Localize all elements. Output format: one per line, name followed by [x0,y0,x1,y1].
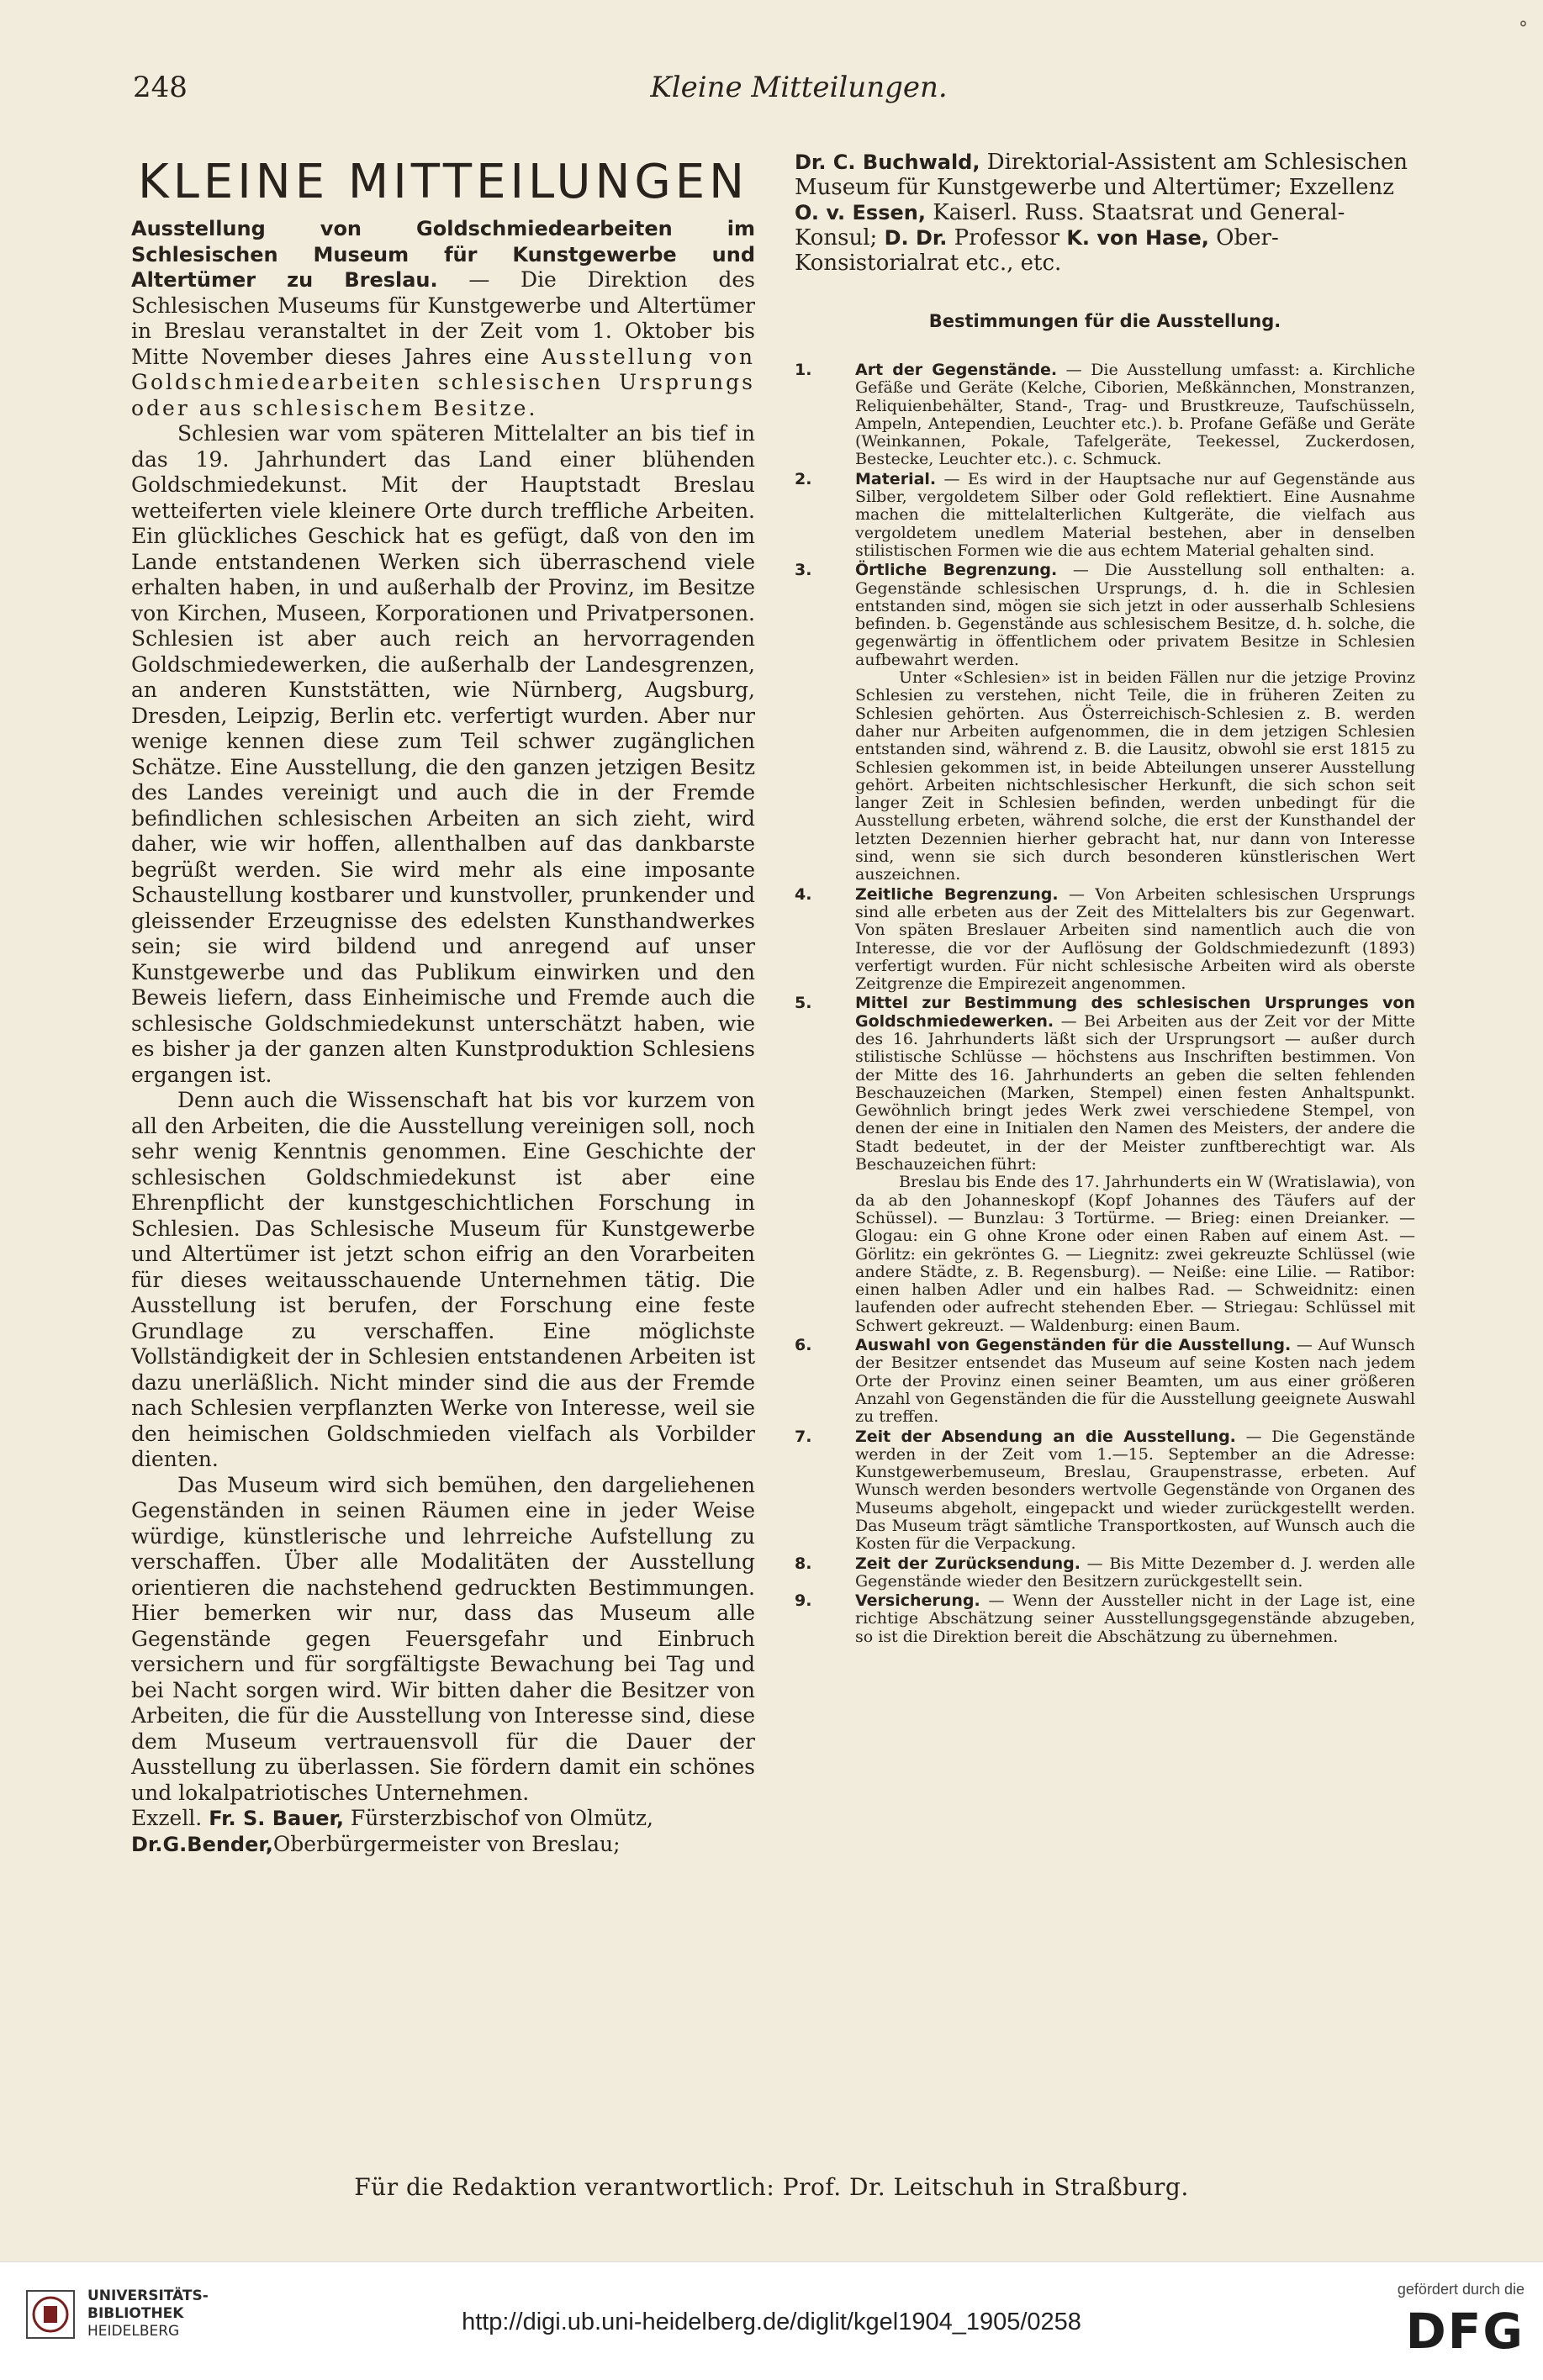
library-line-2: BIBLIOTHEK [87,2305,184,2322]
signatory-text: Kaiserl. Russ. Staatsrat und General-Konsul; [795,200,1345,251]
rule-title: Material. [855,469,937,488]
rule-item [795,886,1415,994]
rule-title: Örtliche Begrenzung. [855,561,1058,580]
dfg-logo: DFG [1405,2303,1525,2360]
rule-title: Auswahl von Gegenständen für die Ausstellung. [855,1336,1292,1355]
signatory-title-bender: Oberbürgermeister von Breslau; [272,1831,621,1856]
rule-item [795,1428,1415,1554]
rule-text: — Es wird in der Hauptsache nur auf Gegenstände aus Silber, vergoldetem Silber oder Gold reflektiert. Eine Ausnahme machen die mittelalterlichen Kultgeräte, die vielfach aus vergoldetem unedlem Material bestehen, aber in denselben stilistischen Formen wie die aus echtem Material gehalten sind. [855,469,1415,560]
rule-item [795,361,1415,469]
intro-text: — Die Direktion des Schlesischen Museums für Kunstgewerbe und Altertümer in Breslau veranstaltet in der Zeit vom 1. Oktober bis Mitte November dieses Jahres eine [131,267,755,369]
rule-title: Mittel zur Bestimmung des schlesischen Ursprunges von Goldschmiedewerken. [855,994,1415,1031]
intro-paragraph [131,216,755,421]
corner-mark: ° [1519,18,1528,40]
rule-number: 7. [795,1427,812,1446]
signatories-line-1 [131,1806,755,1832]
rule-item [795,562,1415,884]
rule-title: Zeit der Absendung an die Ausstellung. [855,1427,1236,1446]
rule-text: — Auf Wunsch der Besitzer entsendet das Museum auf seine Kosten nach jedem Orte der Provinz einen seiner Beamten, um aus einer größeren Anzahl von Gegenständen die für die Ausstellung geeignete Auswahl zu treffen. [855,1336,1415,1427]
editor-credit: Für die Redaktion verantwortlich: Prof. Dr. Leitschuh in Straßburg. [354,2173,1189,2201]
rule-number: 3. [795,561,812,580]
paragraph-2: Schlesien war vom späteren Mittelalter an bis tief in das 19. Jahrhundert das Land einer blühenden Goldschmiedekunst. Mit der Hauptstadt Breslau wetteiferten viele kleinere Orte durch treffliche Arbeiten. Ein glückliches Geschick hat es gefügt, daß von den im Lande entstandenen Werken sich überraschend viele erhalten haben, in und außerhalb der Provinz, im Besitze von Kirchen, Museen, Korporationen und Privatpersonen. Schlesien ist aber auch reich an hervorragenden Goldschmiedewerken, die außerhalb der Landesgrenzen, an anderen Kunststätten, wie Nürnberg, Augsburg, Dresden, Leipzig, Berlin etc. verfertigt wurden. Aber nur wenige kennen diese zum Teil schwer zugänglichen Schätze. Eine Ausstellung, die den ganzen jetzigen Besitz des Landes vereinigt und auch die in der Fremde befindlichen schlesischen Arbeiten an sich zieht, wird daher, wie wir hoffen, allenthalben auf das dankbarste begrüßt werden. Sie wird mehr als eine imposante Schaustellung kostbarer und kunstvoller, prunkender und gleissender Erzeugnisse des edelsten Kunsthandwerkes sein; sie wird bildend und anregend auf unser Kunstgewerbe und das Publikum einwirken und den Beweis liefern, dass Einheimische und Fremde auch die schlesische Goldschmiedekunst unterschätzt haben, wie es bisher ja der ganzen alten Kunstproduktion Schlesiens ergangen ist. [131,421,755,1087]
left-column [131,155,755,1857]
page-number: 248 [133,71,188,104]
rule-text-continued: Unter «Schlesien» ist in beiden Fällen nur die jetzige Provinz Schlesien zu verstehen, nicht Teile, die in früheren Zeiten zu Schlesien gehörten. Aus Österreichisch-Schlesien z. B. werden daher nur Arbeiten aufgenommen, die in dem jetzigen Schlesien entstanden sind, während z. B. die Lausitz, obwohl sie erst 1815 zu Schlesien gekommen ist, in beide Abteilungen unserer Ausstellung gehört. Arbeiten nichtschlesischer Herkunft, die sich schon seit langer Zeit in Schlesien befinden, werden unbedingt für die Ausstellung erbeten, während solche, die erst der Kunsthandel der letzten Dezennien hierher gebracht hat, nur dann von Interesse sind, wenn sie sich durch besonderen künstlerischen Wert auszeichnen. [855,668,1415,884]
signatories-line-2 [131,1832,755,1858]
rule-text: — Wenn der Aussteller nicht in der Lage ist, eine richtige Abschätzung seiner Ausstellungsgegenstände abzugeben, so ist die Direktion bereit die Abschätzung zu übernehmen. [855,1591,1415,1646]
rule-title: Zeit der Zurücksendung. [855,1554,1081,1573]
rule-text-continued: Breslau bis Ende des 17. Jahrhunderts ein W (Wratislawia), von da ab den Johanneskopf (Kopf Johannes des Täufers auf der Schüssel). — Bunzlau: 3 Tortürme. — Brieg: einen Dreianker. — Glogau: ein G ohne Krone oder einen Raben auf einem Ast. — Görlitz: ein gekröntes G. — Liegnitz: zwei gekreuzte Schlüssel (wie andere Städte, z. B. Regensburg). — Neiße: eine Lilie. — Ratibor: einen halben Adler und ein halbes Rad. — Schweidnitz: einen laufenden oder aufrecht stehenden Eber. — Striegau: Schlüssel mit Schwert gekreuzt. — Waldenburg: einen Baum. [855,1173,1415,1335]
signatories-continued [795,150,1415,276]
paragraph-4: Das Museum wird sich bemühen, den dargeliehenen Gegenständen in seinen Räumen eine in jeder Weise würdige, künstlerische und lehrreiche Aufstellung zu verschaffen. Über alle Modalitäten der Ausstellung orientieren die nachstehend gedruckten Bestimmungen. Hier bemerken wir nur, dass das Museum alle Gegenstände gegen Feuersgefahr und Einbruch versichern und für sorgfältigste Bewachung bei Tag und bei Nacht sorgen wird. Wir bitten daher die Besitzer von Arbeiten, die für die Ausstellung von Interesse sind, diese dem Museum vertrauensvoll für die Dauer der Ausstellung zu überlassen. Sie fördern damit ein schönes und lokalpatriotisches Unternehmen. [131,1472,755,1805]
rules-list [795,361,1415,1646]
signatory-prefix: Exzell. [131,1806,209,1830]
library-line-3: HEIDELBERG [87,2323,180,2340]
rule-text: — Die Ausstellung umfasst: a. Kirchliche Gefäße und Geräte (Kelche, Ciborien, Meßkännchen, Monstranzen, Reliquienbehälter, Stand-, Trag- und Brustkreuze, Taufschüsseln, Ampeln, Antependien, Leuchter etc.). b. Profane Gefäße und Geräte (Weinkannen, Pokale, Tafelgeräte, Teekessel, Zuckerdosen, Bestecke, Leuchter etc.). c. Schmuck. [855,361,1415,469]
digitization-bar [0,2261,1543,2380]
signatory-name-bender: Dr.G.Bender, [131,1832,273,1856]
signatory-text: Direktorial-Assistent am Schlesischen Museum für Kunstgewerbe und Altertümer; Exzellenz [795,150,1408,200]
rule-number: 5. [795,994,812,1013]
intro-bold-lead: Ausstellung von Goldschmiedearbeiten im Schlesischen Museum für Kunstgewerbe und Altertümer zu Breslau. [131,217,755,292]
paragraph-3: Denn auch die Wissenschaft hat bis vor kurzem von all den Arbeiten, die die Ausstellung vereinigen soll, noch sehr wenig Kenntnis genommen. Eine Geschichte der schlesischen Goldschmiedekunst ist aber eine Ehrenpflicht der kunstgeschichtlichen Forschung in Schlesien. Das Schlesische Museum für Kunstgewerbe und Altertümer ist jetzt schon eifrig an den Vorarbeiten für dieses weitausschauende Unternehmen tätig. Die Ausstellung ist berufen, der Forschung eine feste Grundlage zu verschaffen. Eine möglichste Vollständigkeit der in Schlesien entstandenen Arbeiten ist dazu unerläßlich. Nicht minder sind die aus der Fremde nach Schlesien verpflanzten Werke von Interesse, weil sie den heimischen Goldschmieden vielfach als Vorbilder dienten. [131,1088,755,1471]
rule-number: 9. [795,1591,812,1611]
rule-text: — Bei Arbeiten aus der Zeit vor der Mitte des 16. Jahrhunderts läßt sich der Ursprungsort — außer durch stilistische Schlüsse — höchstens aus Inschriften bestimmen. Von der Mitte des 16. Jahrhunderts an geben die selten fehlenden Beschauzeichen (Marken, Stempel) einen festen Anhaltspunkt. Gewöhnlich bringt jedes Werk zwei verschiedene Stempel, von denen der eine in Initialen den Namen des Meisters, der andere die Stadt bedeutet, in der der Meister zunftberechtigt war. Als Beschauzeichen führt: [855,1011,1415,1174]
signatory-name-dr: D. Dr. [884,226,948,250]
rule-item [795,1592,1415,1646]
rule-number: 6. [795,1336,812,1355]
rule-number: 1. [795,361,812,379]
article-heading: KLEINE MITTEILUNGEN [137,155,748,209]
library-line-1: UNIVERSITÄTS- [87,2288,209,2304]
rule-text: — Die Gegenstände werden in der Zeit vom 1.—15. September an die Adresse: Kunstgewerbemuseum, Breslau, Graupenstrasse, erbeten. Auf Wunsch werden besonders wertvolle Gegenstände von Organen des Museums abgeholt, eingepackt und wieder zurückgestellt werden. Das Museum trägt sämtliche Transportkosten, auf Wunsch auch die Kosten für die Verpackung. [855,1427,1415,1554]
signatory-title-bauer: Fürsterzbischof von Olmütz, [343,1806,653,1830]
signatory-name-essen: O. v. Essen, [795,201,926,224]
rule-number: 4. [795,884,812,904]
signatory-name-bauer: Fr. S. Bauer, [209,1807,344,1830]
rule-item [795,1555,1415,1591]
rule-title: Zeitliche Begrenzung. [855,884,1059,904]
rule-title: Art der Gegenstände. [855,361,1058,379]
right-column [795,150,1415,1648]
intro-spaced-text: Ausstellung von Goldschmiedearbeiten schlesischen Ursprungs oder aus schlesischem Besitze. [131,344,755,420]
rule-number: 8. [795,1554,812,1573]
rule-item [795,995,1415,1335]
signatory-text: Ober-Konsistorialrat etc., etc. [795,225,1279,276]
rule-item [795,471,1415,560]
rule-text: — Von Arbeiten schlesischen Ursprungs sind alle erbeten aus der Zeit des Mittelalters bis zur Gegenwart. Von späten Breslauer Arbeiten sind namentlich auch die von Interesse, die vor der Auflösung der Goldschmiedezunft (1893) verfertigt wurden. Für nicht schlesische Arbeiten wird als oberste Zeitgrenze die Empirezeit angenommen. [855,884,1415,994]
rule-text: — Bis Mitte Dezember d. J. werden alle Gegenstände wieder den Besitzern zurückgestellt sein. [855,1554,1416,1591]
rule-item [795,1337,1415,1426]
signatory-name-buchwald: Dr. C. Buchwald, [795,150,980,174]
rules-heading: Bestimmungen für die Ausstellung. [928,311,1281,331]
signatory-name-hase: K. von Hase, [1066,226,1209,250]
funder-label: gefördert durch die [1397,2281,1525,2298]
signatory-text: Professor [947,225,1067,251]
permalink[interactable]: http://digi.ub.uni-heidelberg.de/diglit/kgel1904_1905/0258 [462,2309,1081,2335]
rule-title: Versicherung. [855,1591,980,1611]
rule-number: 2. [795,469,812,488]
running-title: Kleine Mitteilungen. [650,71,948,104]
rule-text: — Die Ausstellung soll enthalten: a. Gegenstände schlesischen Ursprungs, d. h. die in Schlesien entstanden sind, mögen sie sich jetzt in oder ausserhalb Schlesiens befinden. b. Gegenstände aus schlesischem Besitze, d. h. solche, die gegenwärtig in öffentlichem oder privatem Besitze in Schlesien aufbewahrt werden. [855,561,1415,669]
